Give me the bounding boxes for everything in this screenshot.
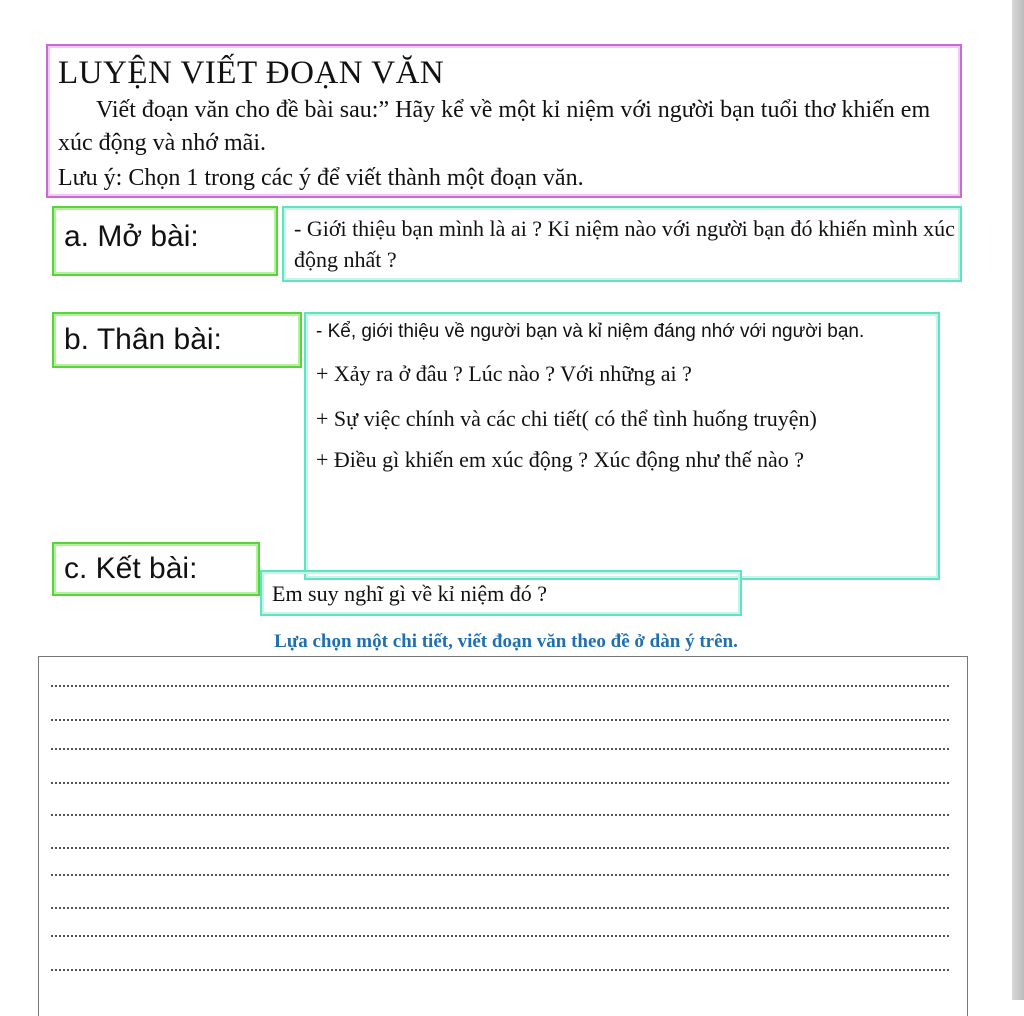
than-bai-item: + Điều gì khiến em xúc động ? Xúc động như thế nào ?: [316, 447, 805, 472]
page-edge-shadow: [1012, 0, 1024, 1000]
writing-line[interactable]: [51, 685, 949, 687]
label-ket-bai: c. Kết bài:: [52, 542, 260, 596]
writing-line[interactable]: [51, 748, 949, 750]
task-statement: [58, 94, 960, 160]
content-than-bai: [304, 312, 940, 580]
page-title: LUYỆN VIẾT ĐOẠN VĂN: [58, 55, 445, 91]
content-ket-bai: Em suy nghĩ gì về kỉ niệm đó ?: [260, 570, 742, 616]
writing-line[interactable]: [51, 782, 949, 784]
writing-line[interactable]: [51, 719, 949, 721]
than-bai-item: + Xảy ra ở đâu ? Lúc nào ? Với những ai ?: [316, 361, 692, 386]
writing-line[interactable]: [51, 907, 949, 909]
writing-line[interactable]: [51, 935, 949, 937]
writing-area[interactable]: [38, 656, 968, 1016]
writing-instruction: Lựa chọn một chi tiết, viết đoạn văn theo đề ở dàn ý trên.: [274, 631, 738, 652]
title-box: [46, 44, 962, 198]
writing-line[interactable]: [51, 874, 949, 876]
task-text: Viết đoạn văn cho đề bài sau:” Hãy kể về một kỉ niệm với người bạn tuổi thơ khiến em xúc động và nhớ mãi.: [58, 97, 931, 156]
writing-line[interactable]: [51, 969, 949, 971]
note-text: Lưu ý: Chọn 1 trong các ý để viết thành một đoạn văn.: [58, 165, 584, 191]
writing-line[interactable]: [51, 847, 949, 849]
writing-line[interactable]: [51, 814, 949, 816]
than-bai-item: + Sự việc chính và các chi tiết( có thể tình huống truyện): [316, 406, 817, 431]
label-than-bai: b. Thân bài:: [52, 312, 302, 368]
than-bai-intro: - Kể, giới thiệu về người bạn và kỉ niệm đáng nhớ với người bạn.: [316, 321, 865, 342]
content-mo-bai: - Giới thiệu bạn mình là ai ? Kỉ niệm nào với người bạn đó khiến mình xúc động nhất ?: [282, 206, 962, 282]
label-mo-bai: a. Mở bài:: [52, 206, 278, 276]
